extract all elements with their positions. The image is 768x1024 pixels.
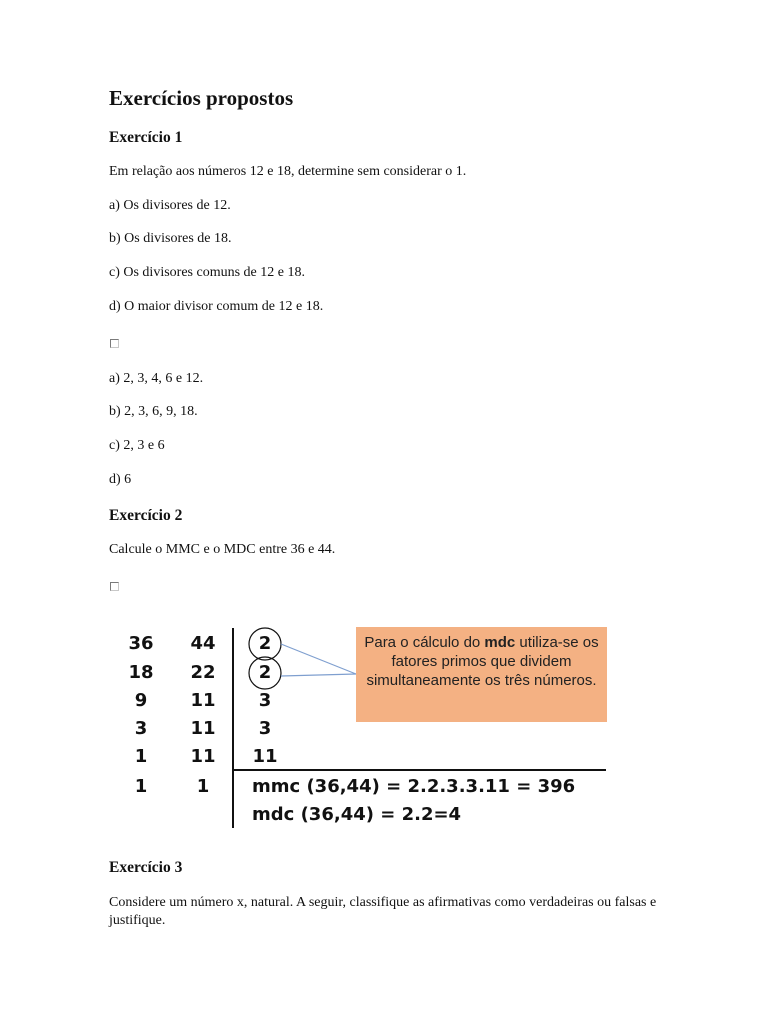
exercise-3-statement: Considere um número x, natural. A seguir, classifique as afirmativas como verdadeiras ou falsas e justifique.: [109, 895, 657, 928]
number-a-row-4: 3: [134, 718, 148, 739]
page-title: Exercícios propostos: [109, 86, 294, 110]
number-b-row-3: 11: [190, 690, 216, 711]
factor-row-5: 11: [252, 746, 278, 767]
exercise-1-answer-a: a) 2, 3, 4, 6 e 12.: [109, 371, 204, 386]
number-a-row-3: 9: [134, 690, 148, 711]
exercise-2-statement: Calcule o MMC e o MDC entre 36 e 44.: [109, 542, 336, 557]
factorization-figure: [110, 622, 610, 832]
number-a-row-5: 1: [134, 746, 148, 767]
vertical-divider: [232, 628, 234, 828]
factor-row-1: 2: [258, 633, 272, 654]
number-a-row-1: 36: [128, 633, 154, 654]
factor-row-2: 2: [258, 662, 272, 683]
exercise-1-question-a: a) Os divisores de 12.: [109, 198, 231, 213]
number-b-row-2: 22: [190, 662, 216, 683]
exercise-1-question-c: c) Os divisores comuns de 12 e 18.: [109, 265, 305, 280]
callout-line-2: [281, 674, 356, 676]
exercise-3-heading: Exercício 3: [109, 859, 183, 876]
exercise-1-heading: Exercício 1: [109, 129, 183, 146]
horizontal-divider: [233, 769, 606, 771]
note-text-bold: mdc: [484, 634, 516, 651]
number-a-row-2: 18: [128, 662, 154, 683]
factor-row-4: 3: [258, 718, 272, 739]
checkbox-icon[interactable]: [110, 339, 119, 348]
checkbox-icon[interactable]: [110, 582, 119, 591]
exercise-1-answer-c: c) 2, 3 e 6: [109, 438, 165, 453]
number-a-row-6: 1: [134, 776, 148, 797]
number-b-row-4: 11: [190, 718, 216, 739]
number-b-row-5: 11: [190, 746, 216, 767]
note-text-post: utiliza-se os fatores primos que dividem simultaneamente os três números.: [366, 634, 599, 689]
factor-row-3: 3: [258, 690, 272, 711]
mdc-result: mdc (36,44) = 2.2=4: [252, 804, 462, 825]
number-b-row-1: 44: [190, 633, 216, 654]
number-b-row-6: 1: [196, 776, 210, 797]
callout-line-1: [281, 644, 356, 674]
exercise-1-answer-d: d) 6: [109, 472, 132, 487]
mmc-result: mmc (36,44) = 2.2.3.3.11 = 396: [252, 776, 576, 797]
exercise-1-answer-b: b) 2, 3, 6, 9, 18.: [109, 404, 198, 419]
exercise-1-question-d: d) O maior divisor comum de 12 e 18.: [109, 299, 324, 314]
note-text-pre: Para o cálculo do: [364, 634, 485, 651]
exercise-2-heading: Exercício 2: [109, 507, 183, 524]
mdc-explanation-note: [356, 627, 607, 722]
exercise-1-question-b: b) Os divisores de 18.: [109, 231, 232, 246]
exercise-1-statement: Em relação aos números 12 e 18, determine sem considerar o 1.: [109, 164, 467, 179]
